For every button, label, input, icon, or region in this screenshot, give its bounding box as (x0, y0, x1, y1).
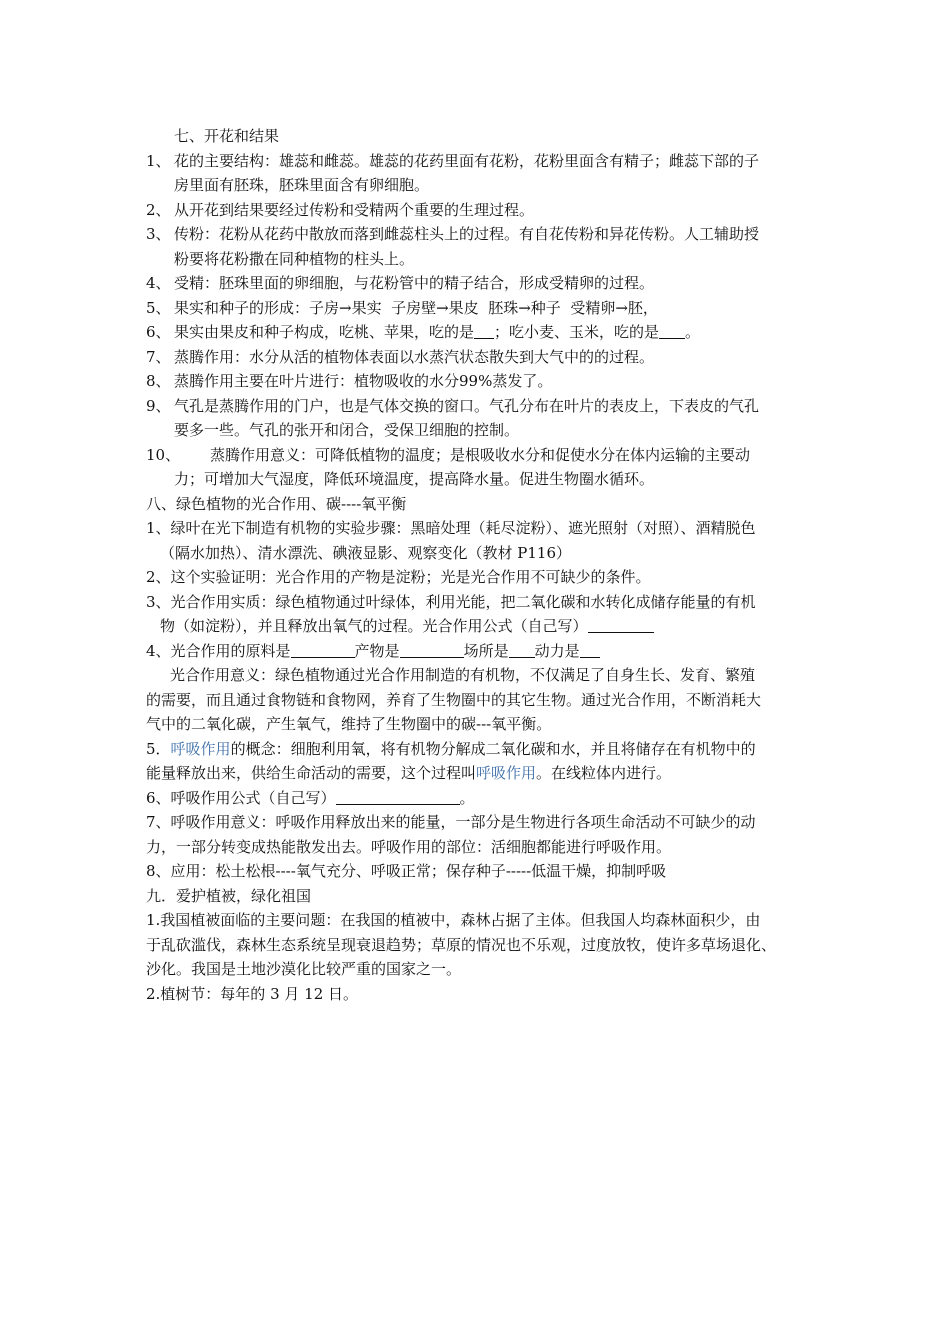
item-number: 6、 (146, 323, 171, 341)
paragraph-text: 的需要，而且通过食物链和食物网，养育了生物圈中的其它生物。通过光合作用，不断消耗大 (146, 690, 762, 709)
item-text: 要多一些。气孔的张开和闭合，受保卫细胞的控制。 (174, 421, 520, 439)
item-number: 3、 (146, 225, 171, 243)
item-text: 蒸腾作用意义：可降低植物的温度；是根吸收水分和促使水分在体内运输的主要动 (210, 445, 751, 464)
fill-blank[interactable] (580, 643, 600, 658)
item-number: 7、 (146, 347, 171, 366)
section-7-item-1 (146, 149, 826, 198)
paragraph-text: 光合作用意义：绿色植物通过光合作用制造的有机物，不仅满足了自身生长、发育、繁殖 (170, 666, 756, 684)
section-8-paragraph-5 (146, 737, 826, 786)
section-8-paragraph-7 (146, 810, 826, 859)
item-text: 粉要将花粉撒在同种植物的柱头上。 (174, 249, 415, 268)
paragraph-text: 7、呼吸作用意义：呼吸作用释放出来的能量，一部分是生物进行各项生命活动不可缺少的动 (146, 813, 756, 831)
section-7-item-4 (146, 271, 826, 296)
paragraph-number: 5． (146, 739, 171, 758)
item-text: 蒸腾作用主要在叶片进行：植物吸收的水分99%蒸发了。 (174, 372, 553, 390)
item-number: 2、 (146, 200, 171, 219)
paragraph-text: 物（如淀粉），并且释放出氧气的过程。光合作用公式（自己写） (160, 617, 588, 635)
item-text: 房里面有胚珠，胚珠里面含有卵细胞。 (174, 176, 430, 194)
section-7-item-10 (146, 443, 826, 492)
item-text: 受精：胚珠里面的卵细胞，与花粉管中的精子结合，形成受精卵的过程。 (174, 274, 655, 292)
fill-blank[interactable] (509, 643, 535, 658)
fill-blank[interactable] (291, 643, 355, 658)
paragraph-text: 场所是 (463, 641, 509, 660)
fill-blank[interactable] (474, 324, 494, 339)
fill-blank[interactable] (336, 790, 460, 805)
paragraph-text: 沙化。我国是土地沙漠化比较严重的国家之一。 (146, 960, 462, 978)
item-number: 8、 (146, 372, 171, 390)
item-text: 气孔是蒸腾作用的门户，也是气体交换的窗口。气孔分布在叶片的表皮上，下表皮的气孔 (174, 396, 760, 415)
item-text: 蒸腾作用：水分从活的植物体表面以水蒸汽状态散失到大气中的的过程。 (174, 347, 655, 366)
paragraph-text: 能量释放出来，供给生命活动的需要，这个过程叫 (146, 764, 477, 782)
section-9-heading: 九．爱护植被，绿化祖国 (146, 886, 312, 905)
section-8-heading: 八、绿色植物的光合作用、碳----氧平衡 (146, 494, 407, 513)
section-8-paragraph-1 (146, 516, 826, 565)
paragraph-text: 3、光合作用实质：绿色植物通过叶绿体，利用光能，把二氧化碳和水转化成储存能量的有机 (146, 592, 756, 611)
fill-blank[interactable] (400, 643, 464, 658)
item-text: 从开花到结果要经过传粉和受精两个重要的生理过程。 (174, 200, 535, 219)
respiration-link[interactable]: 呼吸作用 (476, 764, 537, 782)
paragraph-text: 力，一部分转变成热能散发出去。呼吸作用的部位：活细胞都能进行呼吸作用。 (146, 837, 672, 856)
paragraph-text: 1、绿叶在光下制造有机物的实验步骤：黑暗处理（耗尽淀粉）、遮光照射（对照）、酒精脱色 (146, 519, 756, 537)
section-9-paragraph-2: 2.植树节：每年的 3 月 12 日。 (146, 984, 359, 1003)
paragraph-text: 气中的二氧化碳，产生氧气，维持了生物圈中的碳---氧平衡。 (146, 715, 552, 733)
paragraph-text: 的概念：细胞利用氧，将有机物分解成二氧化碳和水，并且将储存在有机物中的 (230, 739, 756, 758)
item-number: 9、 (146, 396, 171, 415)
section-7-item-3 (146, 222, 826, 271)
section-7-item-7 (146, 345, 826, 370)
section-7-item-9 (146, 394, 826, 443)
item-text: 力；可增加大气湿度，降低环境温度，提高降水量。促进生物圈水循环。 (174, 470, 655, 488)
paragraph-text: 4、光合作用的原料是 (146, 641, 291, 660)
item-number: 4、 (146, 274, 171, 292)
fill-blank[interactable] (588, 618, 654, 633)
item-text: 。 (685, 323, 701, 341)
paragraph-text: 动力是 (534, 641, 580, 660)
paragraph-text: （隔水加热）、清水漂洗、碘液显影、观察变化（教材 P116） (160, 543, 571, 562)
section-8-paragraph-6 (146, 786, 826, 811)
section-7-item-5 (146, 296, 826, 321)
item-text: 传粉：花粉从花药中散放而落到雌蕊柱头上的过程。有自花传粉和异花传粉。人工辅助授 (174, 225, 760, 243)
paragraph-text: 于乱砍滥伐，森林生态系统呈现衰退趋势；草原的情况也不乐观，过度放牧，使许多草场退化、 (146, 935, 777, 954)
fill-blank[interactable] (659, 324, 685, 339)
section-7-item-2 (146, 198, 826, 223)
paragraph-text: 1.我国植被面临的主要问题：在我国的植被中，森林占据了主体。但我国人均森林面积少，由 (146, 911, 761, 929)
item-number: 10、 (146, 445, 181, 464)
section-8-paragraph-8: 8、应用：松土松根----氧气充分、呼吸正常；保存种子-----低温干燥，抑制呼吸 (146, 862, 667, 880)
item-text: 果实由果皮和种子构成，吃桃、苹果，吃的是 (174, 323, 475, 341)
respiration-link[interactable]: 呼吸作用 (170, 739, 231, 758)
section-7-item-6 (146, 320, 826, 345)
section-7-item-8 (146, 369, 826, 394)
item-number: 5、 (146, 298, 171, 317)
paragraph-text: 产物是 (354, 641, 400, 660)
item-text: 花的主要结构：雄蕊和雌蕊。雄蕊的花药里面有花粉，花粉里面含有精子；雌蕊下部的子 (174, 151, 760, 170)
photosynthesis-meaning (146, 663, 826, 737)
section-7-heading: 七、开花和结果 (174, 127, 280, 145)
item-text: ；吃小麦、玉米，吃的是 (494, 323, 660, 341)
paragraph-text: 。 (459, 788, 475, 807)
item-text: 果实和种子的形成：子房→果实 子房壁→果皮 胚珠→种子 受精卵→胚， (174, 298, 658, 317)
item-number: 1、 (146, 151, 171, 170)
section-8-paragraph-4 (146, 639, 826, 664)
paragraph-text: 。在线粒体内进行。 (536, 764, 672, 782)
section-9-paragraph-1 (146, 908, 826, 982)
section-8-paragraph-2: 2、这个实验证明：光合作用的产物是淀粉；光是光合作用不可缺少的条件。 (146, 568, 651, 586)
paragraph-text: 6、呼吸作用公式（自己写） (146, 788, 336, 807)
document-page (146, 124, 826, 1006)
section-8-paragraph-3 (146, 590, 826, 639)
